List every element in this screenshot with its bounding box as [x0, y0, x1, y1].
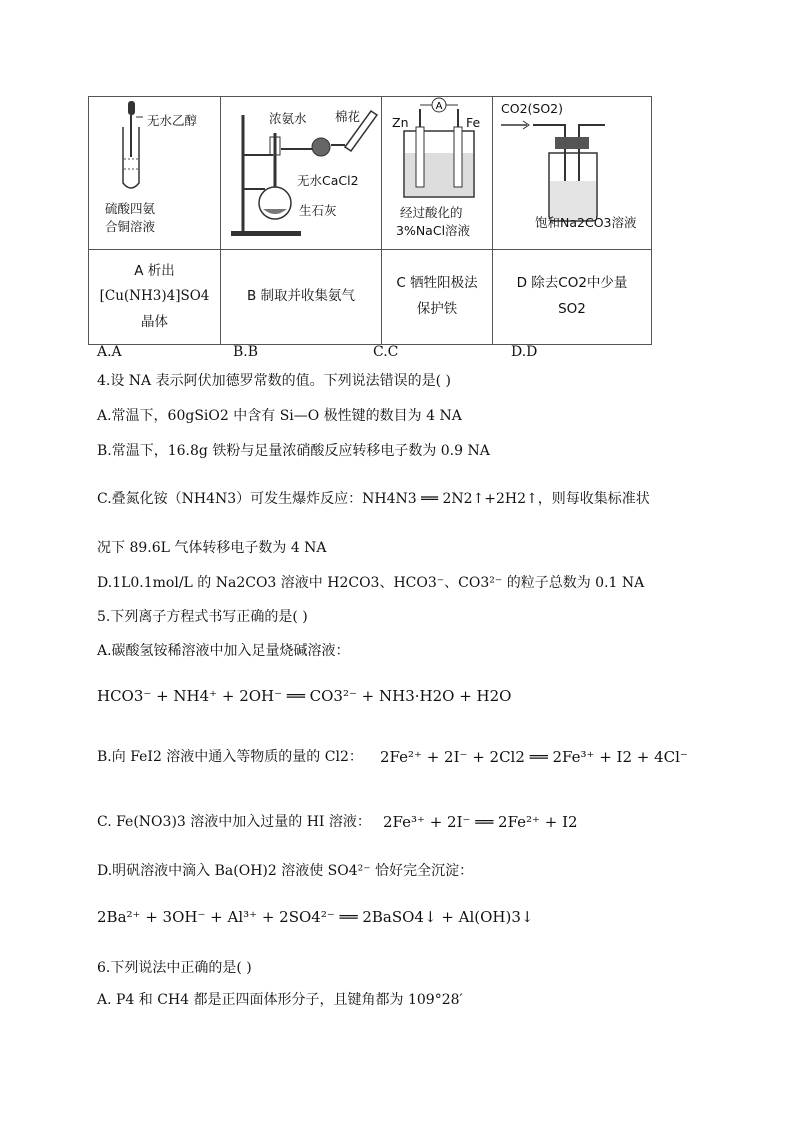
label-fe: Fe — [466, 115, 481, 130]
caption-a-line2: 晶体 — [141, 313, 168, 330]
label-cacl2: 无水CaCl2 — [297, 173, 359, 188]
q5-option-d[interactable]: D.明矾溶液中滴入 Ba(OH)2 溶液使 SO4²⁻ 恰好完全沉淀： — [97, 863, 474, 879]
choice-c[interactable]: C.C — [373, 344, 399, 360]
caption-d-line2: SO2 — [558, 301, 586, 317]
q5-equation-d: 2Ba²⁺ + 3OH⁻ + Al³⁺ + 2SO4²⁻ ══ 2BaSO4↓ + Al(OH)3↓ — [97, 908, 534, 926]
q5-option-c[interactable]: C. Fe(NO3)3 溶液中加入过量的 HI 溶液： — [97, 814, 371, 830]
q5-option-b[interactable]: B.向 FeI2 溶液中通入等物质的量的 Cl2： — [97, 749, 363, 765]
q4-option-c-line2[interactable]: 况下 89.6L 气体转移电子数为 4 NA — [97, 540, 327, 556]
label-acidified: 经过酸化的 — [400, 205, 463, 220]
label-na2co3: 饱和Na2CO3溶液 — [535, 215, 637, 230]
caption-c — [382, 250, 493, 345]
label-tetraammine-1: 硫酸四氨 — [105, 201, 156, 216]
label-zn: Zn — [392, 115, 409, 130]
caption-c-line2: 保护铁 — [416, 301, 458, 317]
q4-option-a[interactable]: A.常温下，60gSiO2 中含有 Si—O 极性键的数目为 4 NA — [97, 408, 462, 424]
apparatus-a-figure — [89, 97, 221, 250]
caption-d — [493, 250, 652, 345]
choice-a[interactable]: A.A — [97, 344, 122, 360]
caption-a-line1: A 析出 — [134, 262, 175, 279]
apparatus-c-figure — [382, 97, 493, 250]
caption-c-line1: C 牺牲阳极法 — [396, 275, 478, 292]
caption-a-formula: [Cu(NH3)4]SO4 — [99, 288, 210, 305]
label-quicklime: 生石灰 — [299, 203, 337, 218]
label-conc-ammonia: 浓氨水 — [269, 111, 307, 126]
q6-stem: 6.下列说法中正确的是( ) — [97, 960, 252, 976]
caption-d-line1: D 除去CO2中少量 — [516, 275, 628, 292]
caption-a — [89, 250, 221, 345]
q5-equation-b: 2Fe²⁺ + 2I⁻ + 2Cl2 ══ 2Fe³⁺ + I2 + 4Cl⁻ — [380, 748, 688, 766]
q6-option-a[interactable]: A. P4 和 CH4 都是正四面体形分子，且键角都为 109°28′ — [97, 992, 463, 1008]
q3-choices — [97, 342, 537, 362]
q4-option-d[interactable]: D.1L0.1mol/L 的 Na2CO3 溶液中 H2CO3、HCO3⁻、CO3²⁻ 的粒子总数为 0.1 NA — [97, 575, 645, 591]
q4-option-c-line1[interactable]: C.叠氮化铵（NH4N3）可发生爆炸反应：NH4N3 ══ 2N2↑+2H2↑，则每收集标准状 — [97, 491, 650, 507]
choice-d[interactable]: D.D — [511, 344, 538, 360]
q5-option-a[interactable]: A.碳酸氢铵稀溶液中加入足量烧碱溶液： — [97, 643, 350, 659]
label-anhydrous-ethanol: 无水乙醇 — [147, 113, 198, 128]
apparatus-b-figure — [221, 97, 382, 250]
q5-stem: 5.下列离子方程式书写正确的是( ) — [97, 609, 308, 625]
label-tetraammine-2: 合铜溶液 — [105, 219, 156, 234]
caption-b-line: B 制取并收集氨气 — [246, 288, 356, 305]
q5-equation-a: HCO3⁻ + NH4⁺ + 2OH⁻ ══ CO3²⁻ + NH3·H2O + H2O — [97, 687, 512, 705]
caption-b — [221, 250, 382, 345]
label-nacl: 3%NaCl溶液 — [396, 223, 471, 238]
ammeter-label: A — [435, 101, 443, 112]
q4-stem: 4.设 NA 表示阿伏加德罗常数的值。下列说法错误的是( ) — [97, 373, 451, 389]
q5-equation-c: 2Fe³⁺ + 2I⁻ ══ 2Fe²⁺ + I2 — [383, 813, 578, 831]
label-co2-so2: CO2(SO2) — [501, 101, 563, 116]
apparatus-d-figure — [493, 97, 652, 250]
apparatus-table — [88, 96, 652, 345]
choice-b[interactable]: B.B — [233, 344, 259, 360]
q4-option-b[interactable]: B.常温下，16.8g 铁粉与足量浓硝酸反应转移电子数为 0.9 NA — [97, 443, 490, 459]
label-cotton: 棉花 — [335, 109, 361, 124]
